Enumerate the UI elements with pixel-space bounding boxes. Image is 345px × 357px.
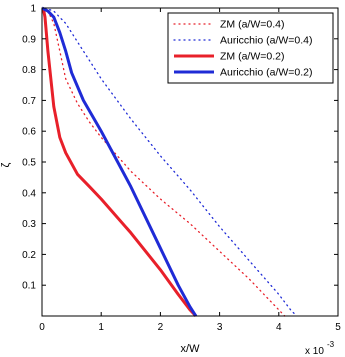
y-tick-label: 0.4 [22,188,36,200]
legend-label-1: ZM (a/W=0.4) [220,18,285,31]
legend-label-4: Auricchio (a/W=0.2) [220,66,313,79]
x-tick-label: 1 [98,322,104,333]
x-multiplier-exponent: -3 [327,340,335,349]
y-tick-label: 0.7 [22,95,36,107]
x-axis-label: x/W [180,343,200,355]
x-tick-label: 4 [276,322,282,333]
y-tick-label: 0.2 [22,249,36,261]
y-tick-label: 0.6 [22,126,36,138]
y-tick-label: 0.1 [22,280,36,292]
x-tick-label: 0 [39,322,45,333]
x-tick-label: 5 [335,322,341,333]
legend-label-2: Auricchio (a/W=0.4) [220,34,313,47]
x-tick-label: 2 [157,322,164,333]
legend-label-3: ZM (a/W=0.2) [220,50,285,63]
legend [168,13,333,83]
y-tick-label: 1 [30,3,36,15]
y-tick-label: 0.5 [22,157,36,169]
y-axis-label: ζ [0,162,12,168]
x-tick-label: 3 [216,322,223,333]
y-tick-label: 0.8 [22,65,36,77]
y-tick-label: 0.9 [22,34,36,46]
y-tick-label: 0.3 [22,219,36,231]
x-multiplier-label: x 10 [305,346,324,357]
